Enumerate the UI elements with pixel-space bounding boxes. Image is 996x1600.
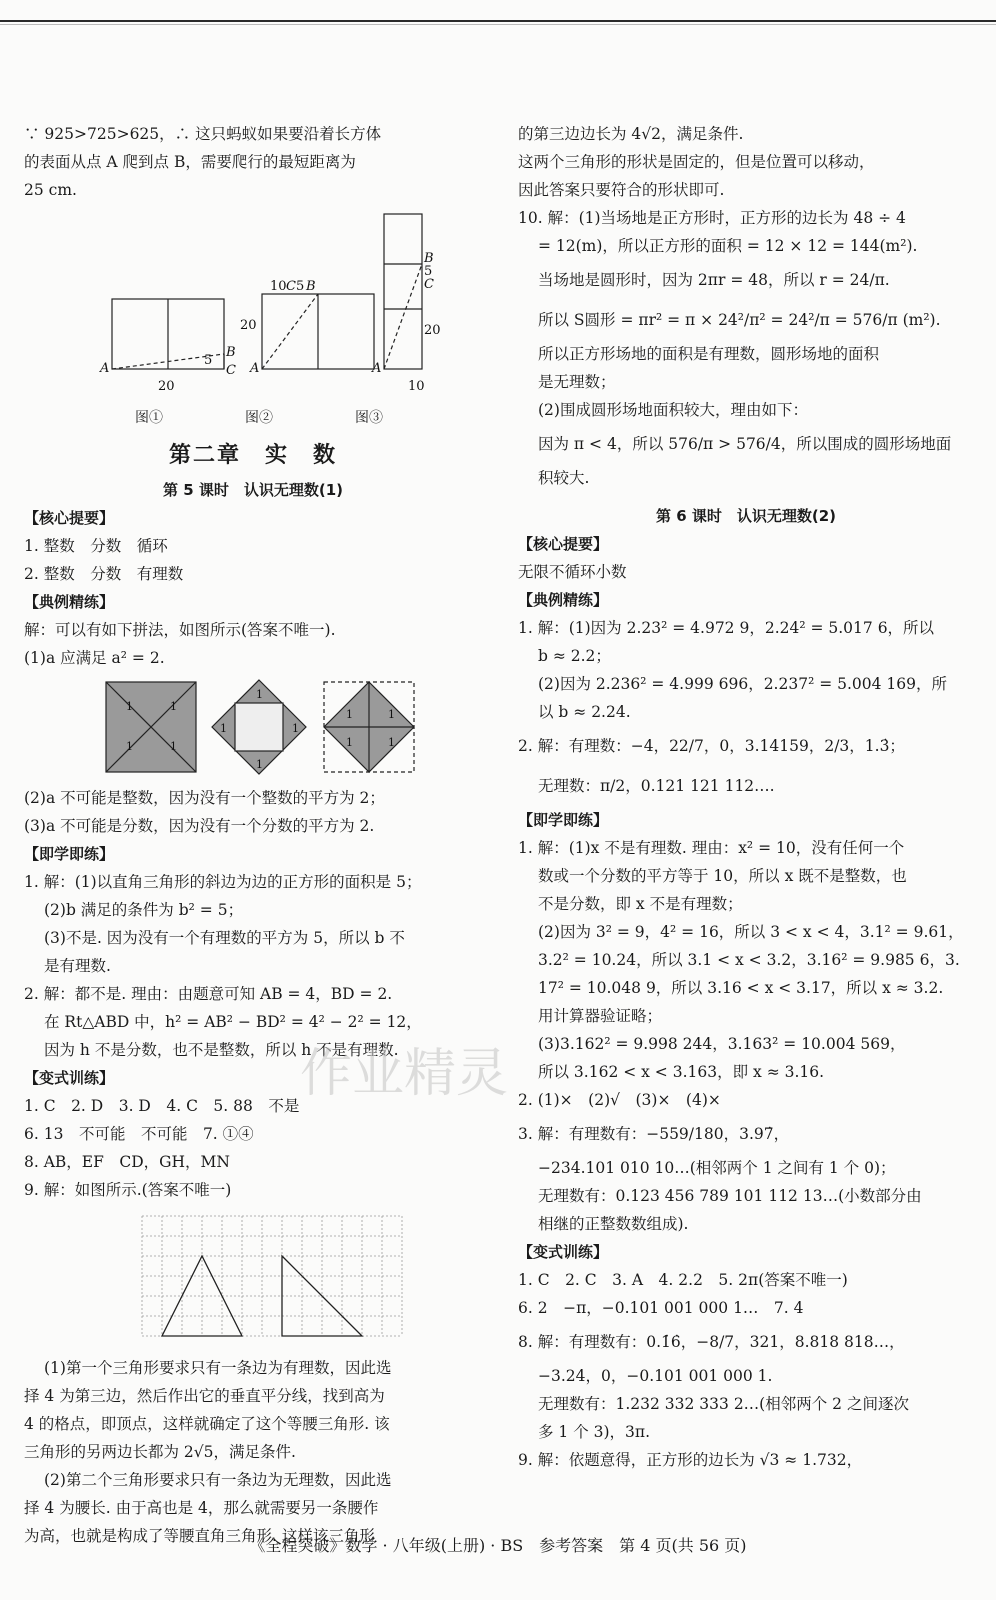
answer-line: 1. C 2. C 3. A 4. 2.2 5. 2π(答案不唯一) — [518, 1271, 848, 1289]
answer-line: 的第三边边长为 4√2，满足条件. — [518, 125, 744, 143]
section-heading: 【即学即练】 — [518, 811, 609, 829]
svg-text:B: B — [424, 251, 434, 266]
answer-line: 3. 解：有理数有：−559/180，3.97̇， — [518, 1125, 790, 1143]
answer-line: 因为 h 不是分数，也不是整数，所以 h 不是有理数. — [44, 1041, 399, 1059]
answer-line: 无限不循环小数 — [518, 563, 627, 581]
answer-line: 无理数：π/2，0.121 121 112…. — [538, 777, 775, 795]
section-heading: 【即学即练】 — [24, 845, 115, 863]
right-column — [518, 120, 974, 1474]
answer-line: 当场地是圆形时，因为 2πr = 48，所以 r = 24/π. — [538, 271, 890, 289]
svg-text:20: 20 — [240, 318, 257, 333]
answer-line: 用计算器验证略； — [538, 1007, 663, 1025]
answer-line: 6. 13 不可能 不可能 7. ①④ — [24, 1125, 254, 1143]
svg-text:B: B — [226, 345, 236, 360]
answer-line: 因为 π < 4，所以 576/π > 576/4，所以围成的圆形场地面 — [538, 435, 952, 453]
caption-1: 图① — [135, 410, 163, 426]
answer-line: 相继的正整数数组成). — [538, 1215, 689, 1233]
intro-line: 的表面从点 A 爬到点 B，需要爬行的最短距离为 — [24, 153, 356, 171]
answer-line: 在 Rt△ABD 中，h² = AB² − BD² = 4² − 2² = 12， — [44, 1013, 422, 1031]
svg-text:1: 1 — [170, 740, 177, 753]
answer-line: 1. C 2. D 3. D 4. C 5. 88 不是 — [24, 1097, 300, 1115]
answer-line: 2. 解：都不是. 理由：由题意可知 AB = 4，BD = 2. — [24, 985, 393, 1003]
top-rule-thin — [0, 24, 996, 25]
answer-line: 2. (1)× (2)√ (3)× (4)× — [518, 1091, 721, 1109]
answer-line: 3.2² = 10.24，所以 3.1 < x < 3.2，3.16² = 9.985 6，3. — [538, 951, 960, 969]
answer-line: (1)a 应满足 a² = 2. — [24, 649, 165, 667]
answer-line: 1. 解：(1)以直角三角形的斜边为边的正方形的面积是 5； — [24, 873, 422, 891]
answer-line: = 12(m)，所以正方形的面积 = 12 × 12 = 144(m²). — [538, 237, 918, 255]
answer-line: 2. 解：有理数：−4，22/7，0，3.14159，2/3，1.3̇； — [518, 737, 905, 755]
answer-line: 为高，也就是构成了等腰直角三角形. 这样该三角形 — [24, 1527, 375, 1545]
svg-text:1: 1 — [220, 722, 227, 735]
answer-line: 三角形的另两边长都为 2√5，满足条件. — [24, 1443, 296, 1461]
answer-line: 因此答案只要符合的形状即可. — [518, 181, 725, 199]
svg-text:A: A — [100, 361, 110, 376]
svg-text:5: 5 — [424, 264, 433, 279]
answer-line: 以 b ≈ 2.24. — [538, 703, 631, 721]
answer-line: 9. 解：如图所示.(答案不唯一) — [24, 1181, 232, 1199]
svg-text:B: B — [306, 279, 316, 294]
answer-line: 是无理数； — [538, 373, 616, 391]
answer-line: (3)a 不可能是分数，因为没有一个分数的平方为 2. — [24, 817, 375, 835]
answer-line: 8. 解：有理数有：0.1̇6̇，−8/7，321，8.818 818…， — [518, 1333, 905, 1351]
answer-line: 积较大. — [538, 469, 590, 487]
figure-captions — [94, 404, 424, 432]
section-heading: 【典例精练】 — [518, 591, 609, 609]
caption-2: 图② — [245, 410, 273, 426]
section-heading: 【核心提要】 — [24, 509, 115, 527]
answer-line: 无理数有：0.123 456 789 101 112 13…(小数部分由 — [538, 1187, 922, 1205]
answer-line: 无理数有：1.232 332 333 2…(相邻两个 2 之间逐次 — [538, 1395, 909, 1413]
answer-line: 所以正方形场地的面积是有理数，圆形场地的面积 — [538, 345, 880, 363]
answer-line: 多 1 个 3)，3π. — [538, 1423, 651, 1441]
grid-triangles-figure — [24, 1204, 444, 1354]
svg-text:1: 1 — [256, 688, 263, 701]
lesson-title: 第 5 课时 认识无理数(1) — [162, 481, 344, 499]
svg-text:1: 1 — [346, 736, 353, 749]
page-footer: 《全程突破》数学 · 八年级(上册) · BS 参考答案 第 4 页(共 56 页) — [249, 1536, 747, 1555]
answer-line: (2)围成圆形场地面积较大，理由如下： — [538, 401, 808, 419]
section-heading: 【典例精练】 — [24, 593, 115, 611]
answer-line: (2)b 满足的条件为 b² = 5； — [44, 901, 244, 919]
svg-text:C: C — [286, 279, 296, 294]
intro-line: 25 cm. — [24, 181, 77, 199]
answer-line: (2)第二个三角形要求只有一条边为无理数，因此选 — [44, 1471, 392, 1489]
answer-line: 1. 解：(1)x 不是有理数. 理由：x² = 10，没有任何一个 — [518, 839, 905, 857]
answer-line: 9. 解：依题意得，正方形的边长为 √3 ≈ 1.732， — [518, 1451, 863, 1469]
svg-text:C: C — [424, 277, 434, 292]
svg-text:C: C — [226, 363, 236, 378]
answer-line: (2)a 不可能是整数，因为没有一个整数的平方为 2； — [24, 789, 385, 807]
answer-line: 解：可以有如下拼法，如图所示(答案不唯一). — [24, 621, 336, 639]
svg-text:1: 1 — [126, 740, 133, 753]
answer-line: 17² = 10.048 9，所以 3.16 < x < 3.17，所以 x ≈ 3.2. — [538, 979, 944, 997]
answer-line: 所以 S圆形 = πr² = π × 24²/π² = 24²/π = 576/π (m²). — [538, 311, 941, 329]
answer-line: (3)不是. 因为没有一个有理数的平方为 5，所以 b 不 — [44, 929, 405, 947]
answer-line: 所以 3.162 < x < 3.163，即 x ≈ 3.16. — [538, 1063, 825, 1081]
svg-text:5: 5 — [296, 279, 305, 294]
answer-line: 不是分数，即 x 不是有理数； — [538, 895, 743, 913]
top-rule — [0, 20, 996, 22]
answer-line: 6. 2 −π，−0.101 001 000 1… 7. 4 — [518, 1299, 804, 1317]
cuboid-figures — [24, 204, 444, 404]
answer-line: 择 4 为第三边，然后作出它的垂直平分线，找到高为 — [24, 1387, 385, 1405]
left-column — [24, 120, 482, 1550]
lesson-title: 第 6 课时 认识无理数(2) — [655, 507, 837, 525]
answer-line: (1)第一个三角形要求只有一条边为有理数，因此选 — [44, 1359, 392, 1377]
svg-text:1: 1 — [388, 736, 395, 749]
svg-text:5: 5 — [204, 353, 213, 368]
svg-text:1: 1 — [346, 708, 353, 721]
answer-line: 1. 解：(1)因为 2.23² = 4.972 9，2.24² = 5.017 6，所以 — [518, 619, 935, 637]
svg-text:1: 1 — [388, 708, 395, 721]
answer-line: −234.101 010 10…(相邻两个 1 之间有 1 个 0)； — [538, 1159, 896, 1177]
answer-line: 是有理数. — [44, 957, 111, 975]
section-heading: 【核心提要】 — [518, 535, 609, 553]
svg-text:1: 1 — [256, 758, 263, 771]
answer-line: (3)3.162² = 9.998 244，3.163² = 10.004 569， — [538, 1035, 906, 1053]
answer-line: (2)因为 3² = 9，4² = 16，所以 3 < x < 4，3.1² = 9.61， — [538, 923, 964, 941]
answer-line: 4 的格点，即顶点，这样就确定了这个等腰三角形. 该 — [24, 1415, 390, 1433]
answer-line: b ≈ 2.2； — [538, 647, 611, 665]
chapter-title: 第二章 实 数 — [168, 443, 337, 468]
square-tiling-figures — [24, 672, 444, 784]
answer-line: 数或一个分数的平方等于 10，所以 x 既不是整数，也 — [538, 867, 907, 885]
answer-line: −3.24，0，−0.101 001 000 1. — [538, 1367, 773, 1385]
answer-line: 2. 整数 分数 有理数 — [24, 565, 184, 583]
svg-text:A: A — [250, 361, 260, 376]
intro-line: ∵ 925>725>625，∴ 这只蚂蚁如果要沿着长方体 — [24, 125, 382, 143]
svg-text:10: 10 — [270, 279, 287, 294]
section-heading: 【变式训练】 — [24, 1069, 115, 1087]
answer-line: 10. 解：(1)当场地是正方形时，正方形的边长为 48 ÷ 4 — [518, 209, 906, 227]
svg-text:10: 10 — [408, 379, 425, 394]
svg-text:1: 1 — [292, 722, 299, 735]
answer-line: 8. AB，EF CD，GH，MN — [24, 1153, 230, 1171]
svg-text:20: 20 — [158, 379, 175, 394]
answer-line: (2)因为 2.236² = 4.999 696，2.237² = 5.004 169，所 — [538, 675, 948, 693]
answer-line: 这两个三角形的形状是固定的，但是位置可以移动， — [518, 153, 875, 171]
watermark: 作业精灵 — [300, 1044, 509, 1104]
answer-line: 择 4 为腰长. 由于高也是 4，那么就需要另一条腰作 — [24, 1499, 379, 1517]
svg-text:A: A — [372, 361, 382, 376]
section-heading: 【变式训练】 — [518, 1243, 609, 1261]
caption-3: 图③ — [355, 410, 383, 426]
svg-text:1: 1 — [170, 700, 177, 713]
svg-text:1: 1 — [126, 700, 133, 713]
answer-line: 1. 整数 分数 循环 — [24, 537, 168, 555]
svg-text:20: 20 — [424, 323, 441, 338]
